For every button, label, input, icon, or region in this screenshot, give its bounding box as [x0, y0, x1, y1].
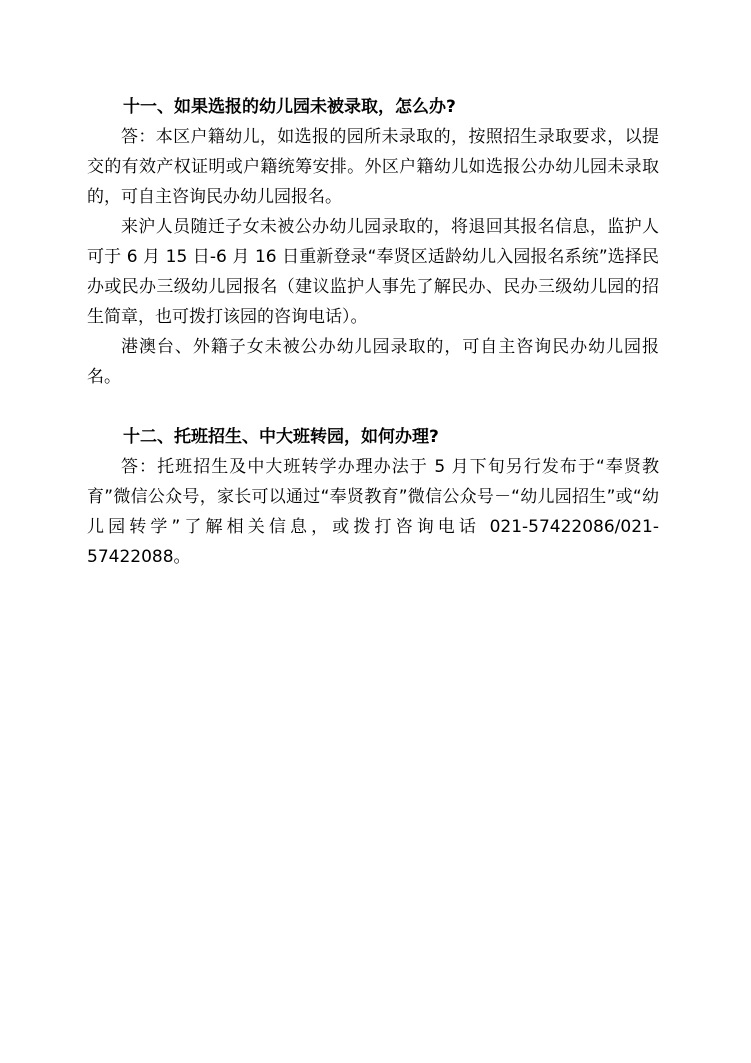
section-heading: 十一、如果选报的幼儿园未被录取，怎么办?	[123, 97, 456, 117]
foreign-children-paragraph: 港澳台、外籍子女未被公办幼儿园录取的，可自主咨询民办幼儿园报名。	[87, 337, 659, 387]
document-page	[87, 92, 659, 572]
section-twelve	[87, 422, 659, 572]
answer-paragraph: 答：托班招生及中大班转学办理办法于 5 月下旬另行发布于“奉贤教育”微信公众号，家长可以通过“奉贤教育”微信公众号－“幼儿园招生”或“幼儿园转学”了解相关信息，或拨打咨询电话 021-57422086/021-57422088。	[87, 457, 659, 567]
section-spacer	[87, 392, 659, 422]
section-eleven	[87, 92, 659, 392]
answer-paragraph: 答：本区户籍幼儿，如选报的园所未录取的，按照招生录取要求，以提交的有效产权证明或户籍统筹安排。外区户籍幼儿如选报公办幼儿园未录取的，可自主咨询民办幼儿园报名。	[87, 127, 659, 207]
migrant-children-paragraph: 来沪人员随迁子女未被公办幼儿园录取的，将退回其报名信息，监护人可于 6 月 15 日-6 月 16 日重新登录“奉贤区适龄幼儿入园报名系统”选择民办或民办三级幼儿园报名（建议监护人事先了解民办、民办三级幼儿园的招生简章，也可拨打该园的咨询电话）。	[87, 217, 659, 327]
section-heading: 十二、托班招生、中大班转园，如何办理?	[123, 427, 439, 447]
